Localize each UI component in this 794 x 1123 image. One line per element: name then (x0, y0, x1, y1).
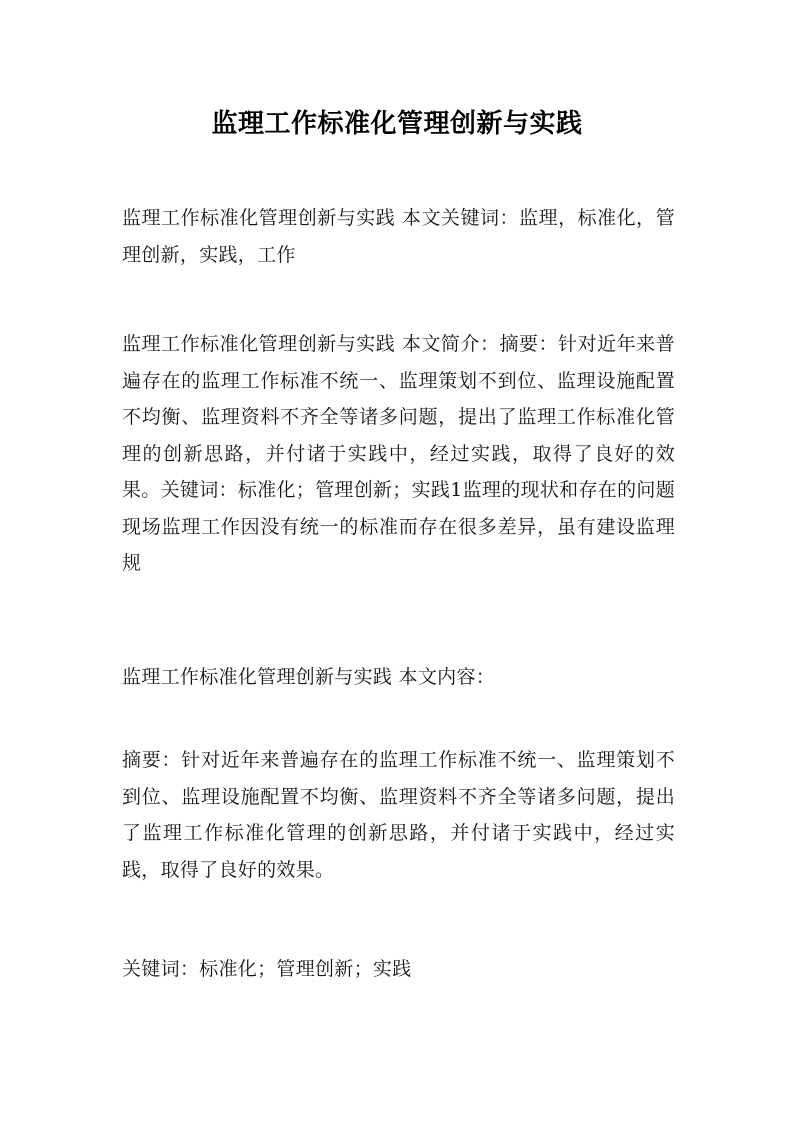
content-heading-paragraph: 监理工作标准化管理创新与实践 本文内容： (122, 666, 496, 688)
summary-paragraph: 监理工作标准化管理创新与实践 本文简介：摘要：针对近年来普遍存在的监理工作标准不统一、监理策划不到位、监理设施配置不均衡、监理资料不齐全等诸多问题，提出了监理工作标准化管理的创新思路，并付诸于实践中，经过实践，取得了良好的效果。关键词：标准化；管理创新；实践1监理的现状和存在的问题现场监理工作因没有统一的标准而存在很多差异，虽有建设监理规 (122, 333, 675, 574)
keywords-paragraph: 监理工作标准化管理创新与实践 本文关键词：监理，标准化，管理创新，实践，工作 (122, 207, 675, 266)
abstract-paragraph: 摘要：针对近年来普遍存在的监理工作标准不统一、监理策划不到位、监理设施配置不均衡、监理资料不齐全等诸多问题，提出了监理工作标准化管理的创新思路，并付诸于实践中，经过实践，取得了良好的效果。 (122, 749, 675, 881)
keywords-line-paragraph: 关键词：标准化；管理创新；实践 (122, 958, 412, 980)
document-title: 监理工作标准化管理创新与实践 (211, 109, 583, 139)
